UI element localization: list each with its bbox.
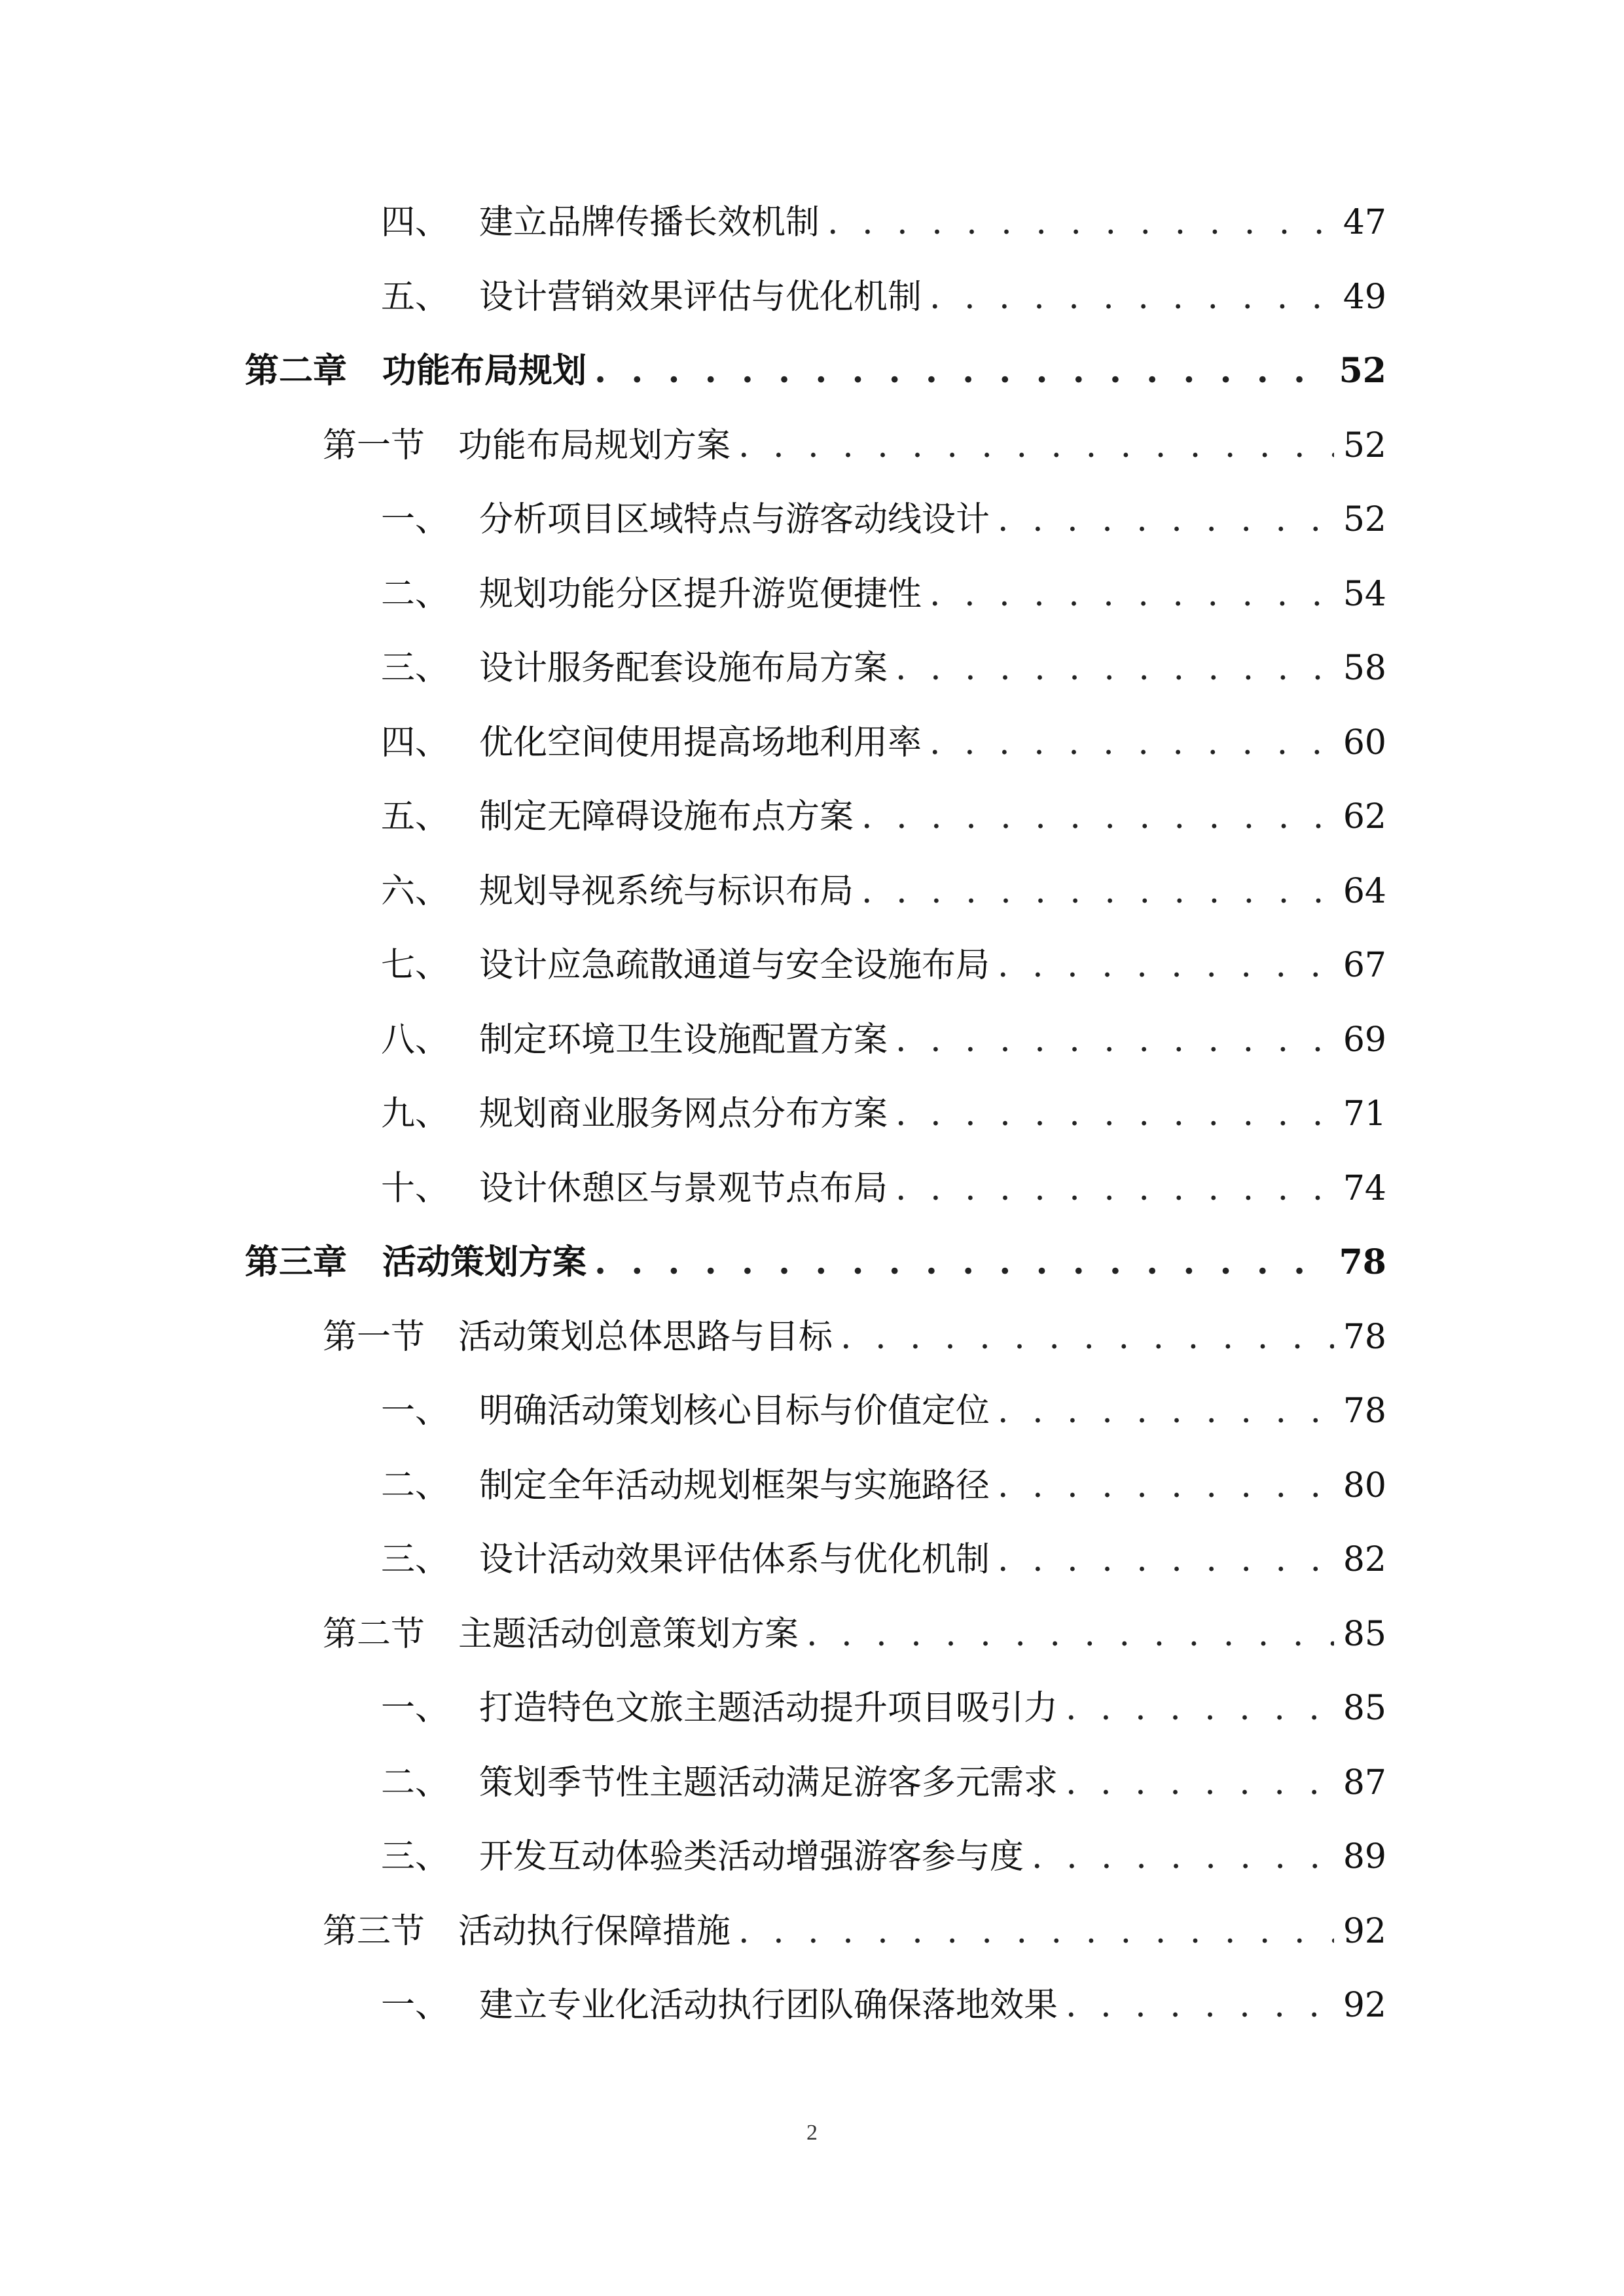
toc-entry-number: 二、: [381, 1763, 450, 1803]
toc-entry-number: 七、: [381, 946, 450, 985]
toc-entry-number: 二、: [381, 575, 450, 614]
toc-entry-title: 制定环境卫生设施配置方案: [479, 1020, 888, 1060]
toc-entry-page-number: 78: [1343, 1318, 1386, 1357]
toc-entry: [381, 1382, 1386, 1441]
toc-entry-title: 开发互动体验类活动增强游客参与度: [479, 1837, 1024, 1876]
toc-entry: [381, 1753, 1386, 1812]
toc-entry: [381, 1011, 1386, 1069]
toc-entry-number: 四、: [381, 203, 450, 242]
toc-entry-title: 活动策划总体思路与目标: [458, 1318, 833, 1357]
toc-dot-leader: [990, 490, 1334, 549]
toc-entry: [381, 565, 1386, 624]
toc-entry-page-number: 92: [1343, 1912, 1386, 1951]
toc-entry-page-number: 85: [1343, 1615, 1386, 1654]
toc-dot-leader: [922, 565, 1334, 624]
toc-dot-leader: [888, 1085, 1334, 1143]
toc-entry-page-number: 85: [1343, 1689, 1386, 1728]
toc-entry: [245, 342, 1386, 401]
toc-entry-number: 二、: [381, 1466, 450, 1505]
toc-entry: [381, 1456, 1386, 1515]
toc-dot-leader: [990, 1530, 1334, 1589]
toc-entry-number: 三、: [381, 649, 450, 688]
toc-entry-number: 一、: [381, 1689, 450, 1728]
toc-entry-title: 功能布局规划方案: [458, 426, 731, 465]
toc-entry: [381, 1085, 1386, 1143]
toc-dot-leader: [922, 713, 1334, 772]
toc-dot-leader: [1058, 1976, 1334, 2035]
toc-entry: [381, 490, 1386, 549]
toc-entry: [381, 193, 1386, 252]
toc-entry-title: 活动策划方案: [382, 1242, 587, 1282]
toc-entry-page-number: 49: [1343, 278, 1386, 317]
toc-entry-page-number: 64: [1343, 872, 1386, 911]
toc-entry-number: 第三节: [323, 1912, 425, 1951]
page-number: 2: [806, 2121, 818, 2145]
toc-entry: [381, 1976, 1386, 2035]
toc-entry-number: 一、: [381, 500, 450, 539]
toc-entry-number: 第三章: [245, 1242, 348, 1282]
toc-entry-number: 第二章: [245, 351, 348, 391]
toc-entry-number: 一、: [381, 1391, 450, 1431]
toc-entry-page-number: 52: [1339, 351, 1386, 391]
toc-entry-title: 策划季节性主题活动满足游客多元需求: [479, 1763, 1058, 1803]
toc-entry-title: 分析项目区域特点与游客动线设计: [479, 500, 990, 539]
toc-dot-leader: [1024, 1827, 1334, 1886]
toc-dot-leader: [799, 1605, 1334, 1664]
toc-entry-title: 建立专业化活动执行团队确保落地效果: [479, 1986, 1058, 2025]
toc-entry-page-number: 60: [1343, 723, 1386, 762]
toc-entry-number: 第一节: [323, 426, 425, 465]
toc-entry-page-number: 74: [1343, 1169, 1386, 1208]
toc-entry: [381, 862, 1386, 921]
toc-entry-title: 设计休憩区与景观节点布局: [479, 1169, 888, 1208]
toc-dot-leader: [833, 1308, 1334, 1367]
toc-dot-leader: [1058, 1753, 1334, 1812]
toc-dot-leader: [990, 1456, 1334, 1515]
toc-entry-title: 明确活动策划核心目标与价值定位: [479, 1391, 990, 1431]
toc-entry-page-number: 87: [1343, 1763, 1386, 1803]
toc-entry-number: 五、: [381, 797, 450, 836]
toc-entry-page-number: 82: [1343, 1540, 1386, 1579]
toc-dot-leader: [586, 1233, 1330, 1292]
toc-entry: [323, 1902, 1386, 1961]
toc-entry-page-number: 67: [1343, 946, 1386, 985]
toc-entry-page-number: 58: [1343, 649, 1386, 688]
toc-dot-leader: [922, 268, 1334, 327]
toc-entry-number: 第一节: [323, 1318, 425, 1357]
toc-entry-number: 四、: [381, 723, 450, 762]
toc-dot-leader: [888, 1011, 1334, 1069]
toc-entry: [245, 1233, 1386, 1292]
toc-entry-number: 三、: [381, 1540, 450, 1579]
toc-entry-page-number: 47: [1343, 203, 1386, 242]
toc-entry: [381, 713, 1386, 772]
toc-entry-number: 第二节: [323, 1615, 425, 1654]
toc-dot-leader: [888, 1159, 1334, 1218]
toc-entry-title: 规划商业服务网点分布方案: [479, 1094, 888, 1134]
toc-entry-number: 八、: [381, 1020, 450, 1060]
toc-entry-number: 十、: [381, 1169, 450, 1208]
toc-entry-page-number: 78: [1343, 1391, 1386, 1431]
toc-entry-page-number: 62: [1343, 797, 1386, 836]
toc-entry-title: 制定全年活动规划框架与实施路径: [479, 1466, 990, 1505]
toc-entry-title: 活动执行保障措施: [458, 1912, 731, 1951]
toc-entry-title: 设计营销效果评估与优化机制: [479, 278, 922, 317]
toc-entry: [323, 1308, 1386, 1367]
toc-entry-page-number: 54: [1343, 575, 1386, 614]
toc-dot-leader: [854, 787, 1334, 846]
toc-entry: [323, 416, 1386, 475]
toc-dot-leader: [731, 416, 1334, 475]
toc-entry-page-number: 52: [1343, 426, 1386, 465]
toc-entry: [381, 268, 1386, 327]
toc-entry-page-number: 69: [1343, 1020, 1386, 1060]
toc-entry-title: 设计服务配套设施布局方案: [479, 649, 888, 688]
toc-entry-title: 设计应急疏散通道与安全设施布局: [479, 946, 990, 985]
toc-entry: [323, 1605, 1386, 1664]
toc-dot-leader: [586, 342, 1330, 401]
toc-entry-number: 五、: [381, 278, 450, 317]
toc-entry-number: 六、: [381, 872, 450, 911]
toc-entry-page-number: 52: [1343, 500, 1386, 539]
toc-entry: [381, 1679, 1386, 1738]
toc-entry-title: 设计活动效果评估体系与优化机制: [479, 1540, 990, 1579]
toc-entry-number: 一、: [381, 1986, 450, 2025]
toc-dot-leader: [888, 639, 1334, 698]
toc-dot-leader: [854, 862, 1334, 921]
toc-entry: [381, 936, 1386, 995]
toc-entry: [381, 1827, 1386, 1886]
toc-entry: [381, 639, 1386, 698]
toc-entry-title: 建立品牌传播长效机制: [479, 203, 820, 242]
toc-dot-leader: [990, 936, 1334, 995]
toc-entry-title: 规划功能分区提升游览便捷性: [479, 575, 922, 614]
toc-entry-title: 主题活动创意策划方案: [458, 1615, 799, 1654]
toc-entry-title: 规划导视系统与标识布局: [479, 872, 854, 911]
toc-entry-number: 九、: [381, 1094, 450, 1134]
toc-dot-leader: [1058, 1679, 1334, 1738]
toc-entry-page-number: 71: [1343, 1094, 1386, 1134]
toc-entry-title: 打造特色文旅主题活动提升项目吸引力: [479, 1689, 1058, 1728]
toc-entry-title: 优化空间使用提高场地利用率: [479, 723, 922, 762]
toc-entry-title: 制定无障碍设施布点方案: [479, 797, 854, 836]
toc-dot-leader: [820, 193, 1334, 252]
toc-dot-leader: [990, 1382, 1334, 1441]
toc-entry: [381, 1530, 1386, 1589]
toc-entry: [381, 1159, 1386, 1218]
toc-entry-page-number: 92: [1343, 1986, 1386, 2025]
toc-entry-number: 三、: [381, 1837, 450, 1876]
toc-entry-page-number: 89: [1343, 1837, 1386, 1876]
toc-entry: [381, 787, 1386, 846]
toc-entry-title: 功能布局规划: [382, 351, 587, 391]
toc-entry-page-number: 78: [1339, 1242, 1386, 1282]
toc-dot-leader: [731, 1902, 1334, 1961]
toc-entry-page-number: 80: [1343, 1466, 1386, 1505]
